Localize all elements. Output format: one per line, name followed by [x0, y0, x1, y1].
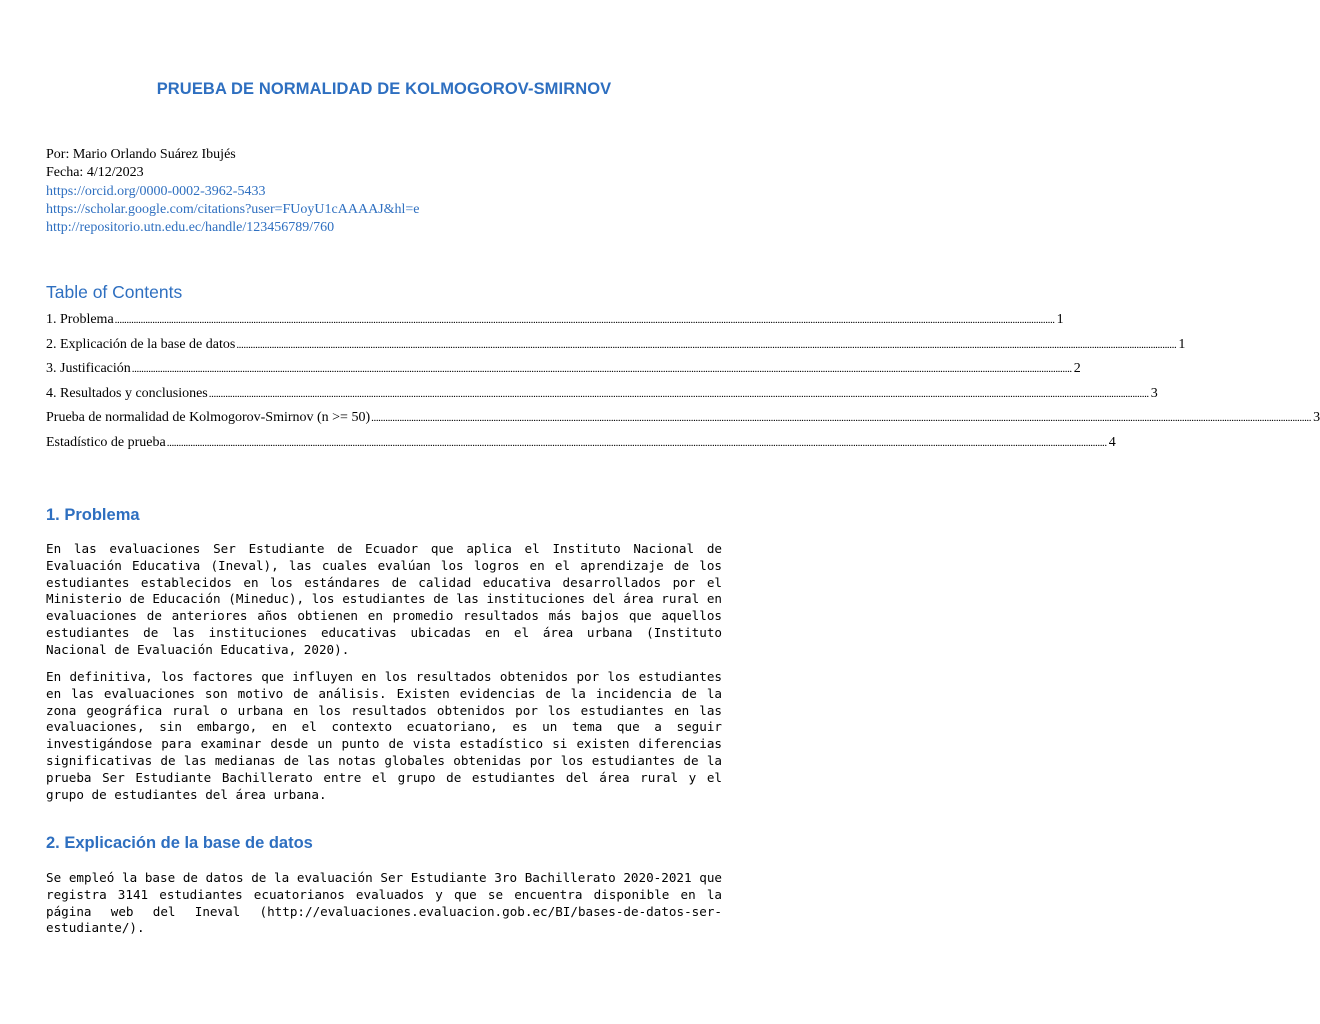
toc-entry-title: 1. Problema — [46, 312, 114, 327]
toc-entry-title: 4. Resultados y conclusiones — [46, 385, 208, 401]
toc-entry-title: Estadístico de prueba — [46, 434, 166, 450]
toc-entry-base-de-datos[interactable] — [46, 333, 1186, 358]
toc-leader-dots: ................................................................................................................................................................................................................................................................................................................................................................................................................ — [131, 363, 1072, 376]
toc-entry-title: 2. Explicación de la base de datos — [46, 336, 236, 352]
date-line: Fecha: 4/12/2023 — [46, 165, 144, 181]
document-title: PRUEBA DE NORMALIDAD DE KOLMOGOROV-SMIRNOV — [156, 80, 612, 98]
toc-leader-dots: ................................................................................................................................................................................................................................................................................................................................................................................................................ — [114, 314, 1055, 326]
toc-leader-dots: ................................................................................................................................................................................................................................................................................................................................................................................................................ — [371, 412, 1312, 425]
toc-entry-resultados[interactable] — [46, 382, 1158, 407]
document-metadata — [46, 146, 420, 237]
author-line: Por: Mario Orlando Suárez Ibujés — [46, 147, 236, 162]
toc-entry-prueba-normalidad[interactable] — [46, 406, 1320, 431]
section-heading-problema: 1. Problema — [46, 506, 140, 524]
toc-entry-page: 1 — [1056, 312, 1064, 327]
toc-leader-dots: ................................................................................................................................................................................................................................................................................................................................................................................................................ — [208, 387, 1149, 400]
toc-entry-title: 3. Justificación — [46, 361, 131, 377]
base-de-datos-paragraph-1: Se empleó la base de datos de la evaluación Ser Estudiante 3ro Bachillerato 2020-2021 que registra 3141 estudiantes ecuatorianos evaluados y que se encuentra disponible en la página web del Ineval (http://evaluaciones.evaluacion.gob.ec/BI/bases-de-datos-ser-estudiante/). — [46, 870, 722, 936]
repository-link[interactable]: http://repositorio.utn.edu.ec/handle/123456789/760 — [46, 220, 335, 236]
toc-entry-justificacion[interactable] — [46, 357, 1081, 382]
toc-heading: Table of Contents — [46, 282, 183, 302]
problema-paragraph-1: En las evaluaciones Ser Estudiante de Ecuador que aplica el Instituto Nacional de Evaluación Educativa (Ineval), las cuales evalúan los logros en el aprendizaje de los estudiantes establecidos en los estándares de calidad educativa desarrollados por el Ministerio de Educación (Mineduc), los estudiantes de las instituciones del área rural en evaluaciones de anteriores años obtienen en promedio resultados más bajos que aquellos estudiantes de las instituciones educativas ubicadas en el área urbana (Instituto Nacional de Evaluación Educativa, 2020). — [46, 541, 722, 657]
toc-leader-dots: ................................................................................................................................................................................................................................................................................................................................................................................................................ — [166, 436, 1107, 449]
problema-paragraph-2: En definitiva, los factores que influyen en los resultados obtenidos por los estudiantes en las evaluaciones son motivo de análisis. Existen evidencias de la incidencia de la zona geográfica rural o urbana en los resultados obtenidos por los estudiantes en las evaluaciones, sin embargo, en el contexto ecuatoriano, es un tema que a seguir investigándose para examinar desde un punto de vista estadístico si existen diferencias significativas de las medianas de las notas globales obtenidas por los estudiantes de la prueba Ser Estudiante Bachillerato entre el grupo de estudiantes del área rural y el grupo de estudiantes del área urbana. — [46, 669, 722, 802]
toc-entry-page: 1 — [1178, 336, 1186, 352]
toc-entry-page: 3 — [1313, 410, 1320, 426]
toc-entry-page: 2 — [1073, 361, 1081, 377]
toc-entry-page: 4 — [1108, 434, 1116, 450]
toc-entry-problema[interactable] — [46, 308, 1064, 333]
toc-entry-title: Prueba de normalidad de Kolmogorov-Smirnov (n >= 50) — [46, 410, 371, 426]
google-scholar-link[interactable]: https://scholar.google.com/citations?user=FUoyU1cAAAAJ&hl=e — [46, 201, 420, 217]
table-of-contents — [46, 308, 1320, 456]
section-heading-base-de-datos: 2. Explicación de la base de datos — [46, 834, 313, 852]
toc-entry-page: 3 — [1150, 385, 1158, 401]
toc-leader-dots: ................................................................................................................................................................................................................................................................................................................................................................................................................ — [236, 338, 1177, 351]
toc-entry-estadistico[interactable] — [46, 431, 1116, 456]
orcid-link[interactable]: https://orcid.org/0000-0002-3962-5433 — [46, 183, 266, 199]
